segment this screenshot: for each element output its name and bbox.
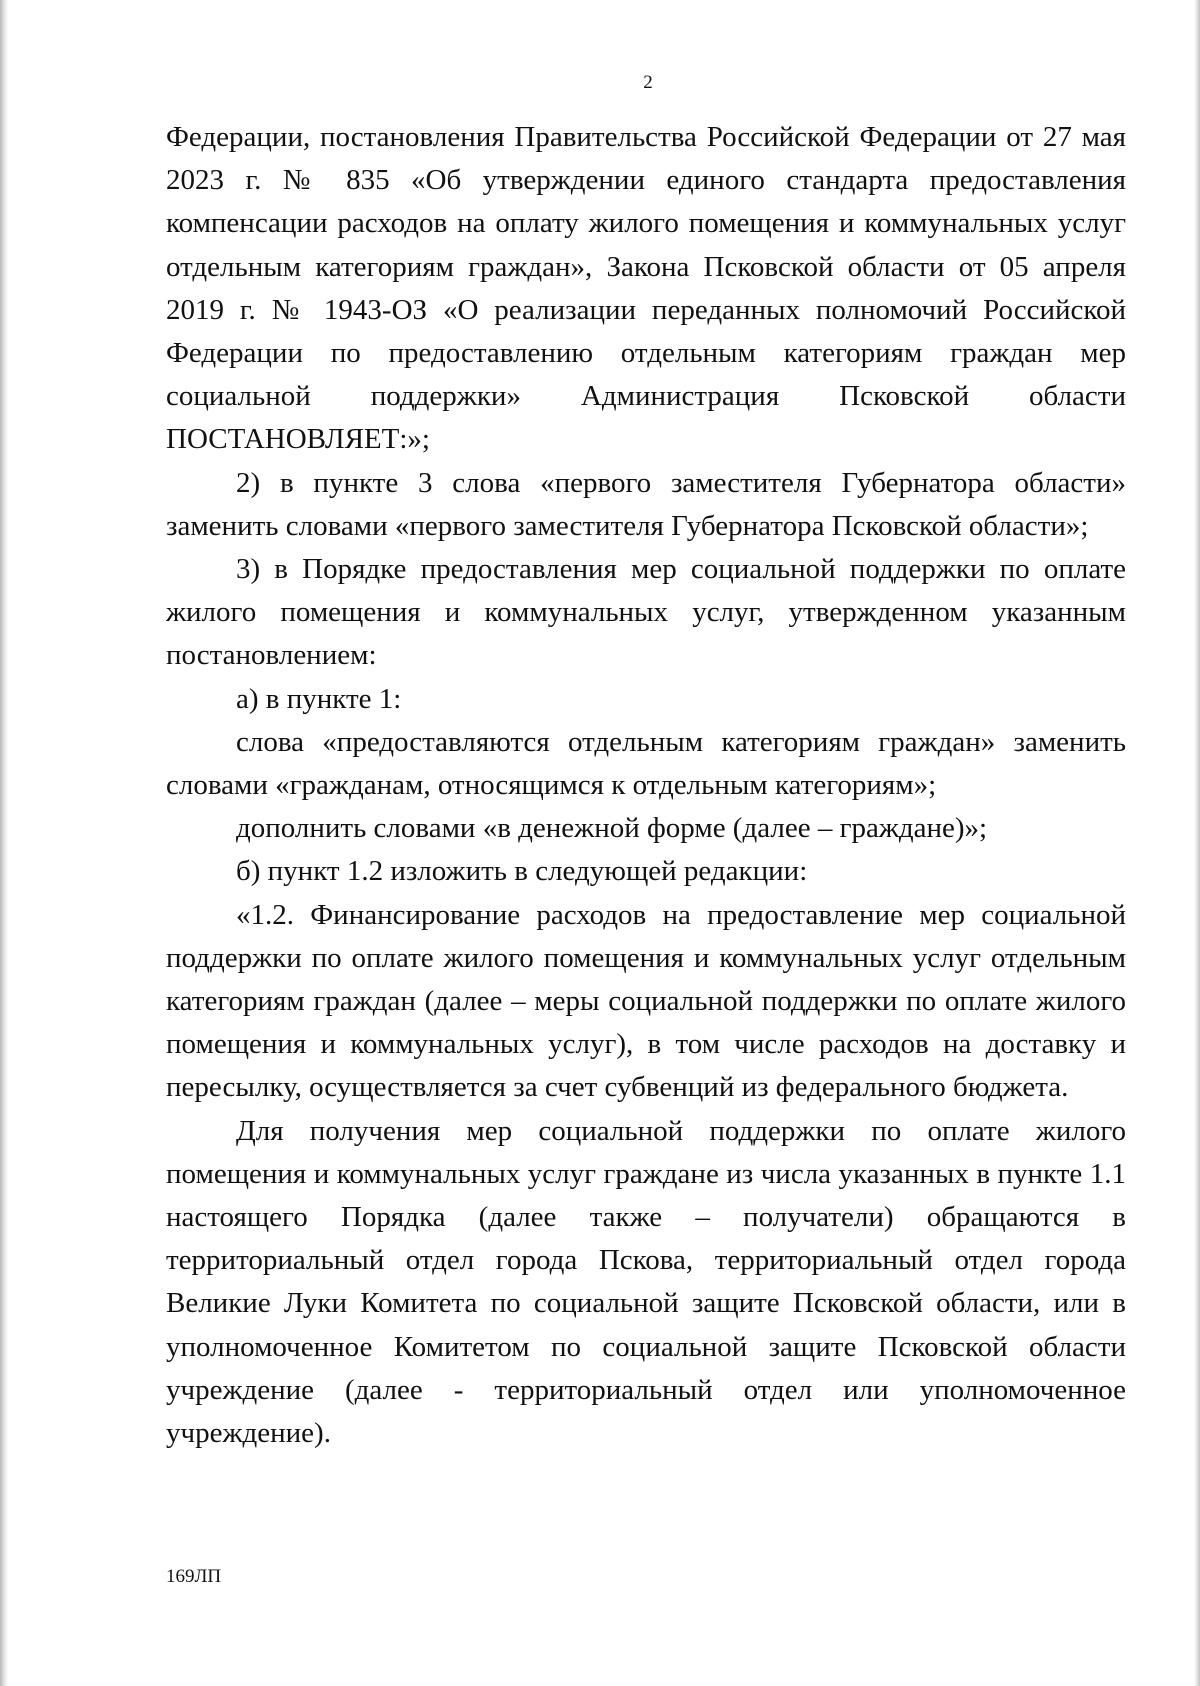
paragraph-application-procedure: Для получения мер социальной поддержки по оплате жилого помещения и коммунальных услуг граждане из числа указанных в пункте 1.1 настоящего Порядка (далее также – получатели) обращаются в территориальный отдел города Пскова, территориальный отдел города Великие Луки Комитета по социальной защите Псковской области, или в уполномоченное Комитетом по социальной защите Псковской области учреждение (далее - территориальный отдел или уполномоченное учреждение). bbox=[166, 1114, 1126, 1450]
paragraph-legal-basis: Федерации, постановления Правительства Российской Федерации от 27 мая 2023 г. № 835 «Об утверждении единого стандарта предоставления компенсации расходов на оплату жилого помещения и коммунальных услуг отдельным категориям граждан», Закона Псковской области от 05 апреля 2019 г. № 1943-ОЗ «О реализации переданных полномочий Российской Федерации по предоставлению отдельным категориям граждан мер социальной поддержки» Администрация Псковской области ПОСТАНОВЛЯЕТ:»; bbox=[166, 121, 1126, 456]
scan-edge-right bbox=[1194, 0, 1200, 1686]
paragraph-item-3: 3) в Порядке предоставления мер социальной поддержки по оплате жилого помещения и коммунальных услуг, утвержденном указанным постановлением: bbox=[166, 553, 1126, 672]
paragraph-replace-words: слова «предоставляются отдельным категориям граждан» заменить словами «гражданам, относящимся к отдельным категориям»; bbox=[166, 725, 1126, 802]
paragraph-item-2: 2) в пункте 3 слова «первого заместителя Губернатора области» заменить словами «первого заместителя Губернатора Псковской области»; bbox=[166, 466, 1126, 542]
paragraph-add-words: дополнить словами «в денежной форме (далее – граждане)»; bbox=[236, 812, 988, 845]
paragraph-clause-1-2: «1.2. Финансирование расходов на предоставление мер социальной поддержки по оплате жилого помещения и коммунальных услуг отдельным категориям граждан (далее – меры социальной поддержки по оплате жилого помещения и коммунальных услуг), в том числе расходов на доставку и пересылку, осуществляется за счет субвенций из федерального бюджета. bbox=[166, 898, 1126, 1104]
page-number: 2 bbox=[643, 72, 653, 93]
document-body bbox=[166, 116, 1126, 1455]
paragraph-subitem-a: а) в пункте 1: bbox=[236, 682, 402, 715]
scan-edge-left bbox=[0, 0, 8, 1686]
paragraph-subitem-b: б) пункт 1.2 изложить в следующей редакции: bbox=[236, 855, 808, 888]
document-code: 169ЛП bbox=[166, 1566, 222, 1587]
